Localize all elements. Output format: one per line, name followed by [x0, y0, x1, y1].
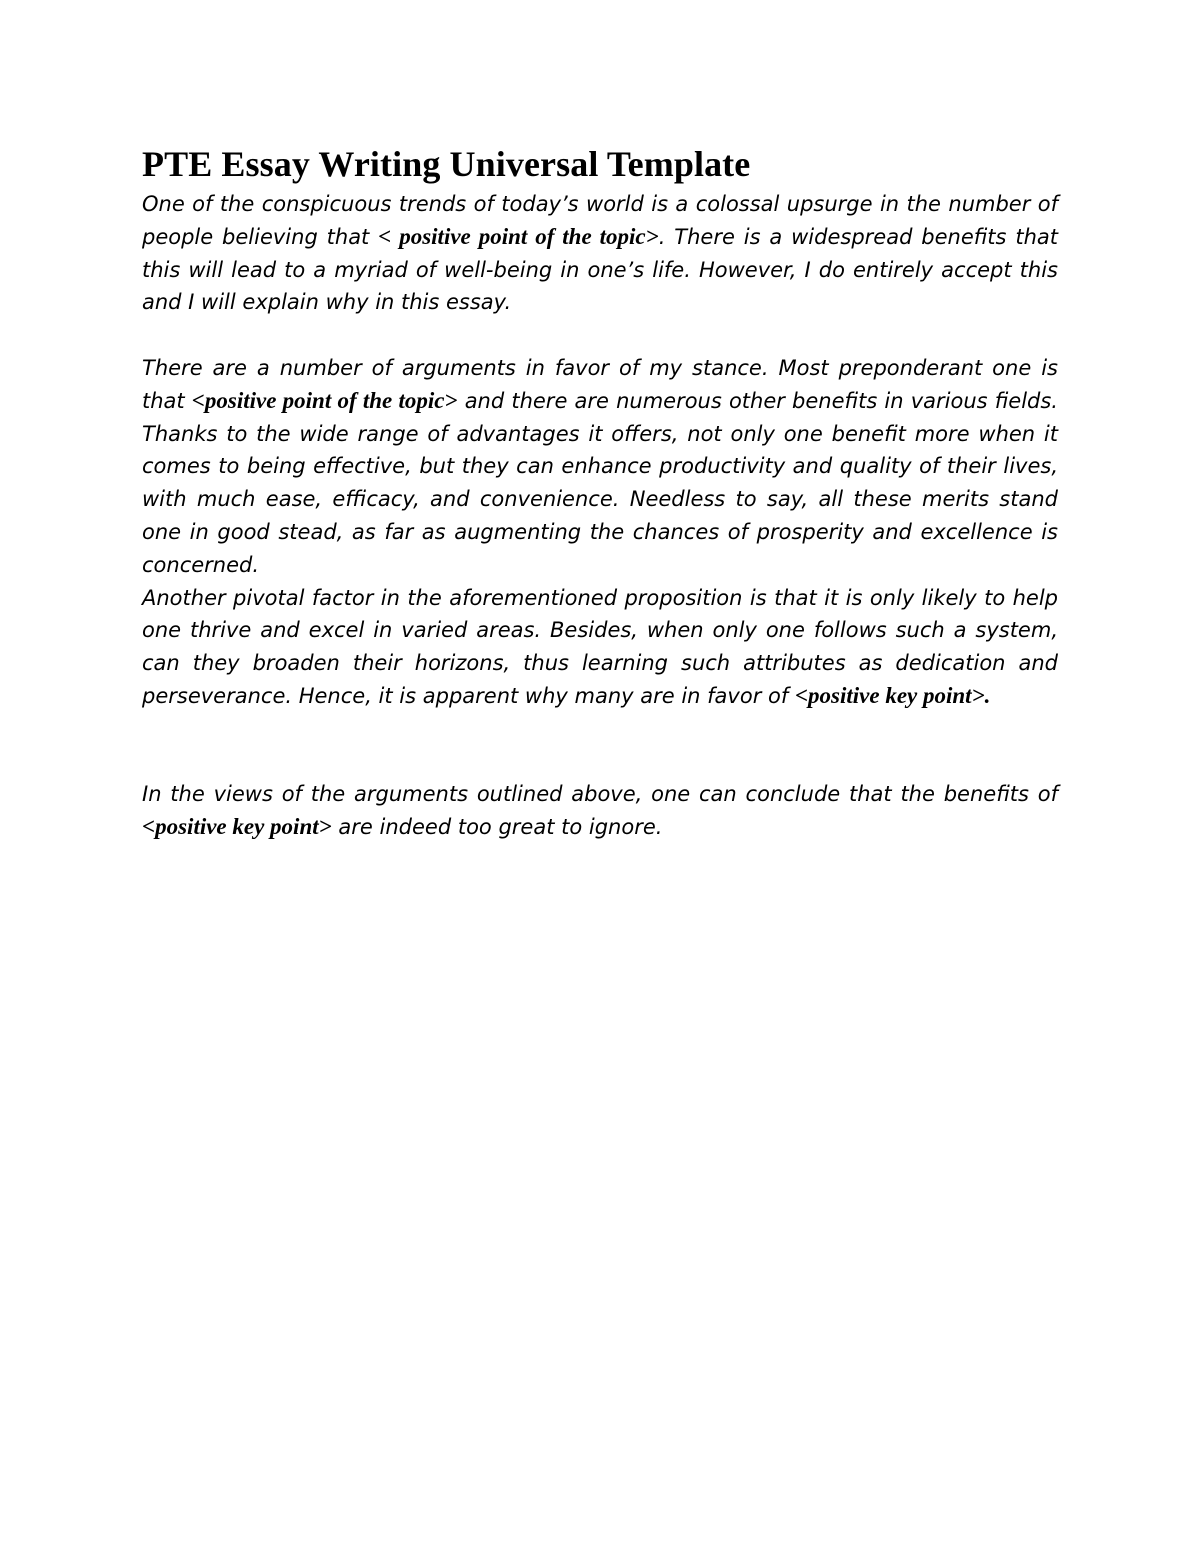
- conclusion-text-end: are indeed too great to ignore.: [331, 815, 663, 840]
- intro-placeholder: < positive point of the topic>: [378, 223, 659, 249]
- paragraph-spacer: [142, 713, 1058, 779]
- intro-paragraph: [142, 188, 1058, 319]
- conclusion-text-start: In the views of the arguments outlined above, one can conclude that the benefits of: [142, 782, 1058, 807]
- body-paragraph-2: [142, 582, 1058, 713]
- document-content: [142, 140, 1058, 844]
- intro-text-start: One of the conspicuous trends of today’s world is a colossal upsurge in the number of people believing that: [142, 192, 1058, 249]
- body1-placeholder: <positive point of the topic>: [191, 387, 458, 413]
- paragraph-spacer: [142, 319, 1058, 352]
- body-paragraph-1: [142, 352, 1058, 582]
- body1-text-end: and there are numerous other benefits in various fields. Thanks to the wide range of advantages it offers, not only one benefit more when it comes to being effective, but they can enhance productivity and quality of their lives, with much ease, efficacy, and convenience. Needless to say, all these merits stand one in good stead, as far as augmenting the chances of prosperity and excellence is concerned.: [142, 388, 1058, 577]
- body1-text-start: There are a number of arguments in favor of my stance. Most preponderant one is that: [142, 355, 1058, 413]
- page-title: PTE Essay Writing Universal Template: [142, 144, 751, 184]
- intro-text-end: . There is a widespread benefits that this will lead to a myriad of well-being in one’s life. However, I do entirely accept this and I will explain why in this essay.: [142, 224, 1058, 315]
- conclusion-paragraph: [142, 778, 1058, 844]
- body2-placeholder: <positive key point>.: [794, 682, 991, 708]
- body2-text-start: Another pivotal factor in the aforementioned proposition is that it is only likely to help one thrive and excel in varied areas. Besides, when only one follows such a system, can they broaden their horizons, thus learning such attributes as dedication and perseverance. Hence, it is apparent why many are in favor of: [142, 585, 1058, 708]
- conclusion-placeholder: <positive key point>: [142, 814, 332, 840]
